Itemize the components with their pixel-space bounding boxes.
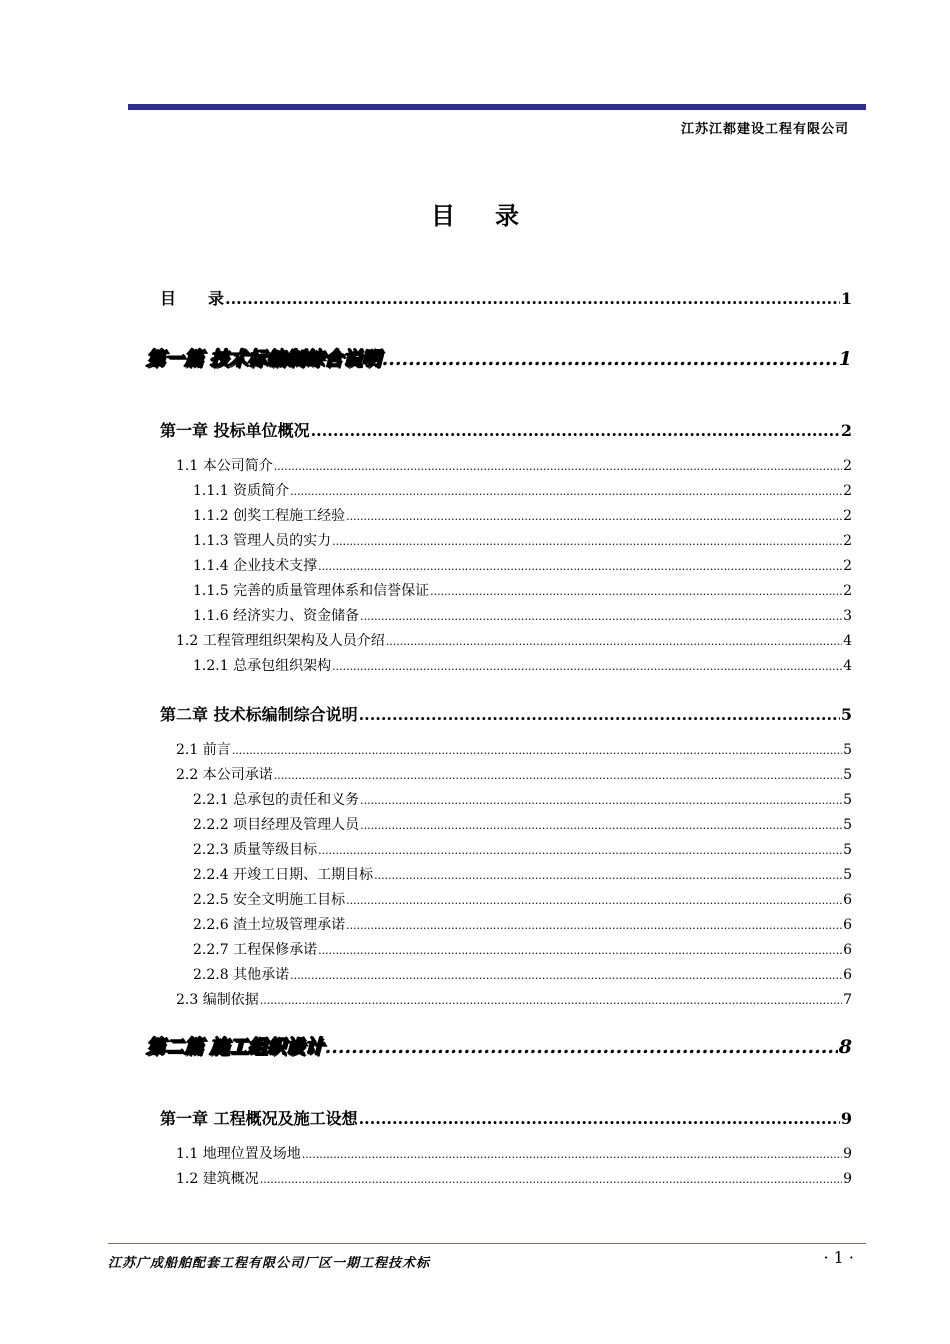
toc-page: 6 bbox=[843, 892, 852, 908]
toc-label: 1.1.4 企业技术支撑 bbox=[193, 558, 318, 574]
toc-label: 2.2.2 项目经理及管理人员 bbox=[193, 817, 360, 833]
toc-part-1[interactable] bbox=[146, 344, 852, 371]
header-rule bbox=[128, 104, 866, 110]
toc-label: 1.1.3 管理人员的实力 bbox=[193, 533, 332, 549]
toc-page: 8 bbox=[838, 1036, 852, 1058]
toc-page: 2 bbox=[843, 458, 852, 474]
toc-subsection[interactable] bbox=[193, 605, 852, 625]
toc-section[interactable] bbox=[176, 989, 852, 1009]
toc-subsection[interactable] bbox=[193, 939, 852, 959]
toc-entry-contents[interactable] bbox=[160, 286, 852, 309]
toc-page: 2 bbox=[843, 508, 852, 524]
toc-subsection[interactable] bbox=[193, 505, 852, 525]
toc-chapter[interactable] bbox=[160, 702, 852, 725]
toc-subsection[interactable] bbox=[193, 814, 852, 834]
toc-page: 5 bbox=[843, 767, 852, 783]
toc-page: 2 bbox=[843, 558, 852, 574]
toc-label: 1.2 建筑概况 bbox=[176, 1171, 259, 1187]
toc-label: 1.1 地理位置及场地 bbox=[176, 1146, 301, 1162]
toc-page: 1 bbox=[838, 348, 852, 370]
toc-label: 2.2.1 总承包的责任和义务 bbox=[193, 792, 360, 808]
toc-page: 9 bbox=[840, 1109, 852, 1128]
toc-page: 6 bbox=[843, 942, 852, 958]
toc-subsection[interactable] bbox=[193, 580, 852, 600]
toc-page: 2 bbox=[843, 533, 852, 549]
toc-page: 6 bbox=[843, 917, 852, 933]
toc-page: 2 bbox=[840, 421, 852, 440]
toc-label: 1.1.1 资质简介 bbox=[193, 483, 290, 499]
toc-page: 9 bbox=[843, 1146, 852, 1162]
toc-section[interactable] bbox=[176, 1143, 852, 1163]
toc-section[interactable] bbox=[176, 630, 852, 650]
toc-chapter[interactable] bbox=[160, 1106, 852, 1129]
toc-subsection[interactable] bbox=[193, 964, 852, 984]
toc-label: 第一章 投标单位概况 bbox=[160, 421, 310, 440]
toc-page: 1 bbox=[840, 289, 852, 308]
toc-label: 2.2 本公司承诺 bbox=[176, 767, 273, 783]
toc-page: 2 bbox=[843, 583, 852, 599]
toc-label: 第二章 技术标编制综合说明 bbox=[160, 705, 358, 724]
page-title: 目录 bbox=[431, 201, 559, 230]
toc-label: 2.1 前言 bbox=[176, 742, 231, 758]
toc-page: 3 bbox=[843, 608, 852, 624]
toc-page: 7 bbox=[843, 992, 852, 1008]
toc-page: 9 bbox=[843, 1171, 852, 1187]
toc-subsection[interactable] bbox=[193, 914, 852, 934]
toc-page: 4 bbox=[843, 658, 852, 674]
toc-chapter[interactable] bbox=[160, 418, 852, 441]
toc-label: 目 录 bbox=[160, 289, 225, 308]
toc-subsection[interactable] bbox=[193, 889, 852, 909]
toc-page: 4 bbox=[843, 633, 852, 649]
toc-label: 1.1.2 创奖工程施工经验 bbox=[193, 508, 346, 524]
toc-page: 5 bbox=[843, 842, 852, 858]
footer-document-title: 江苏广成船舶配套工程有限公司厂区一期工程技术标 bbox=[108, 1256, 431, 1271]
toc-subsection[interactable] bbox=[193, 864, 852, 884]
toc-label: 2.2.5 安全文明施工目标 bbox=[193, 892, 346, 908]
toc-label: 1.1.6 经济实力、资金储备 bbox=[193, 608, 360, 624]
toc-label: 第一章 工程概况及施工设想 bbox=[160, 1109, 358, 1128]
toc-label: 2.2.6 渣土垃圾管理承诺 bbox=[193, 917, 346, 933]
footer-rule bbox=[108, 1243, 866, 1244]
toc-label: 第一篇 技术标编制综合说明 bbox=[146, 348, 381, 370]
toc-page: 5 bbox=[840, 705, 852, 724]
toc-label: 2.2.4 开竣工日期、工期目标 bbox=[193, 867, 374, 883]
toc-label: 2.2.3 质量等级目标 bbox=[193, 842, 318, 858]
toc-subsection[interactable] bbox=[193, 839, 852, 859]
toc-page: 5 bbox=[843, 867, 852, 883]
toc-label: 1.2.1 总承包组织架构 bbox=[193, 658, 332, 674]
header-company-name: 江苏江都建设工程有限公司 bbox=[680, 122, 849, 137]
toc-section[interactable] bbox=[176, 1168, 852, 1188]
toc-subsection[interactable] bbox=[193, 655, 852, 675]
toc-label: 1.1 本公司简介 bbox=[176, 458, 273, 474]
toc-subsection[interactable] bbox=[193, 555, 852, 575]
toc-page: 6 bbox=[843, 967, 852, 983]
toc-section[interactable] bbox=[176, 764, 852, 784]
toc-label: 2.2.7 工程保修承诺 bbox=[193, 942, 318, 958]
footer-page-number: · 1 · bbox=[823, 1248, 854, 1267]
toc-label: 第二篇 施工组织设计 bbox=[146, 1036, 324, 1058]
toc-label: 1.2 工程管理组织架构及人员介绍 bbox=[176, 633, 385, 649]
toc-part-2[interactable] bbox=[146, 1032, 852, 1059]
toc-label: 2.2.8 其他承诺 bbox=[193, 967, 290, 983]
toc-section[interactable] bbox=[176, 739, 852, 759]
toc-page: 2 bbox=[843, 483, 852, 499]
toc-page: 5 bbox=[843, 817, 852, 833]
toc-label: 1.1.5 完善的质量管理体系和信誉保证 bbox=[193, 583, 430, 599]
toc-page: 5 bbox=[843, 792, 852, 808]
toc-subsection[interactable] bbox=[193, 530, 852, 550]
toc-section[interactable] bbox=[176, 455, 852, 475]
toc-page: 5 bbox=[843, 742, 852, 758]
toc-subsection[interactable] bbox=[193, 789, 852, 809]
toc-subsection[interactable] bbox=[193, 480, 852, 500]
toc-label: 2.3 编制依据 bbox=[176, 992, 259, 1008]
